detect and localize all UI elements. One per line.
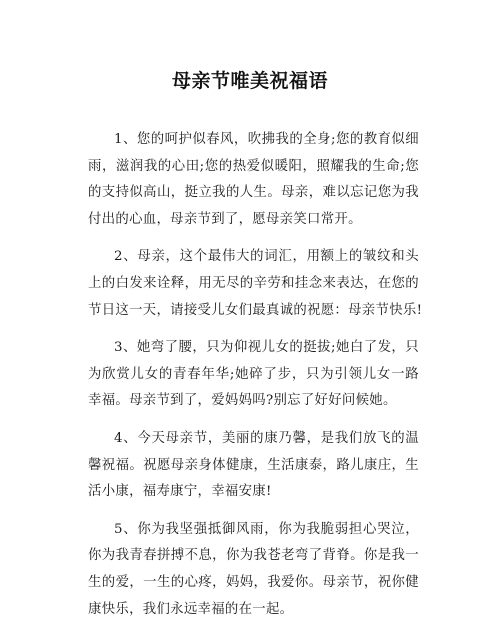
paragraph-3 [88, 335, 419, 415]
paragraph-line: 2、母亲，这个最伟大的词汇，用额上的皱纹和头 [114, 249, 419, 265]
paragraph-line: 活小康，福寿康宁，幸福安康! [88, 484, 272, 500]
paragraph-line: 节日这一天，请接受儿女们最真诚的祝愿：母亲节快乐! [88, 302, 423, 318]
paragraph-1 [88, 127, 419, 233]
paragraph-line: 5、你为我坚强抵御风雨，你为我脆弱担心哭泣， [114, 521, 419, 537]
paragraph-line: 你为我青春拼搏不息，你为我苍老弯了背脊。你是我一 [88, 548, 419, 564]
paragraph-line: 馨祝福。祝愿母亲身体健康，生活康泰，路儿康庄，生 [88, 457, 419, 473]
paragraph-line: 幸福。母亲节到了，爱妈妈吗?别忘了好好问候她。 [88, 393, 397, 409]
paragraph-line: 上的白发来诠释，用无尽的辛劳和挂念来表达，在您的 [88, 275, 419, 291]
document-title: 母亲节唯美祝福语 [171, 70, 328, 92]
paragraph-5 [88, 517, 419, 623]
paragraph-2 [88, 244, 423, 324]
paragraph-line: 生的爱，一生的心疼，妈妈，我爱你。母亲节，祝你健 [88, 574, 419, 590]
paragraph-line: 康快乐，我们永远幸福的在一起。 [88, 601, 294, 617]
paragraph-line: 1、您的呵护似春风，吹拂我的全身;您的教育似细 [114, 132, 419, 147]
paragraph-4 [88, 426, 419, 506]
paragraph-line: 的支持似高山，挺立我的人生。母亲，难以忘记您为我 [88, 185, 419, 201]
paragraph-line: 为欣赏儿女的青春年华;她碎了步，只为引领儿女一路 [88, 366, 419, 382]
document-body [88, 127, 423, 634]
paragraph-line: 雨，滋润我的心田;您的热爱似暖阳，照耀我的生命;您 [88, 158, 419, 174]
paragraph-line: 4、今天母亲节，美丽的康乃馨，是我们放飞的温 [114, 430, 419, 446]
paragraph-line: 3、她弯了腰，只为仰视儿女的挺拔;她白了发，只 [114, 340, 419, 356]
paragraph-line: 付出的心血，母亲节到了，愿母亲笑口常开。 [88, 211, 362, 227]
